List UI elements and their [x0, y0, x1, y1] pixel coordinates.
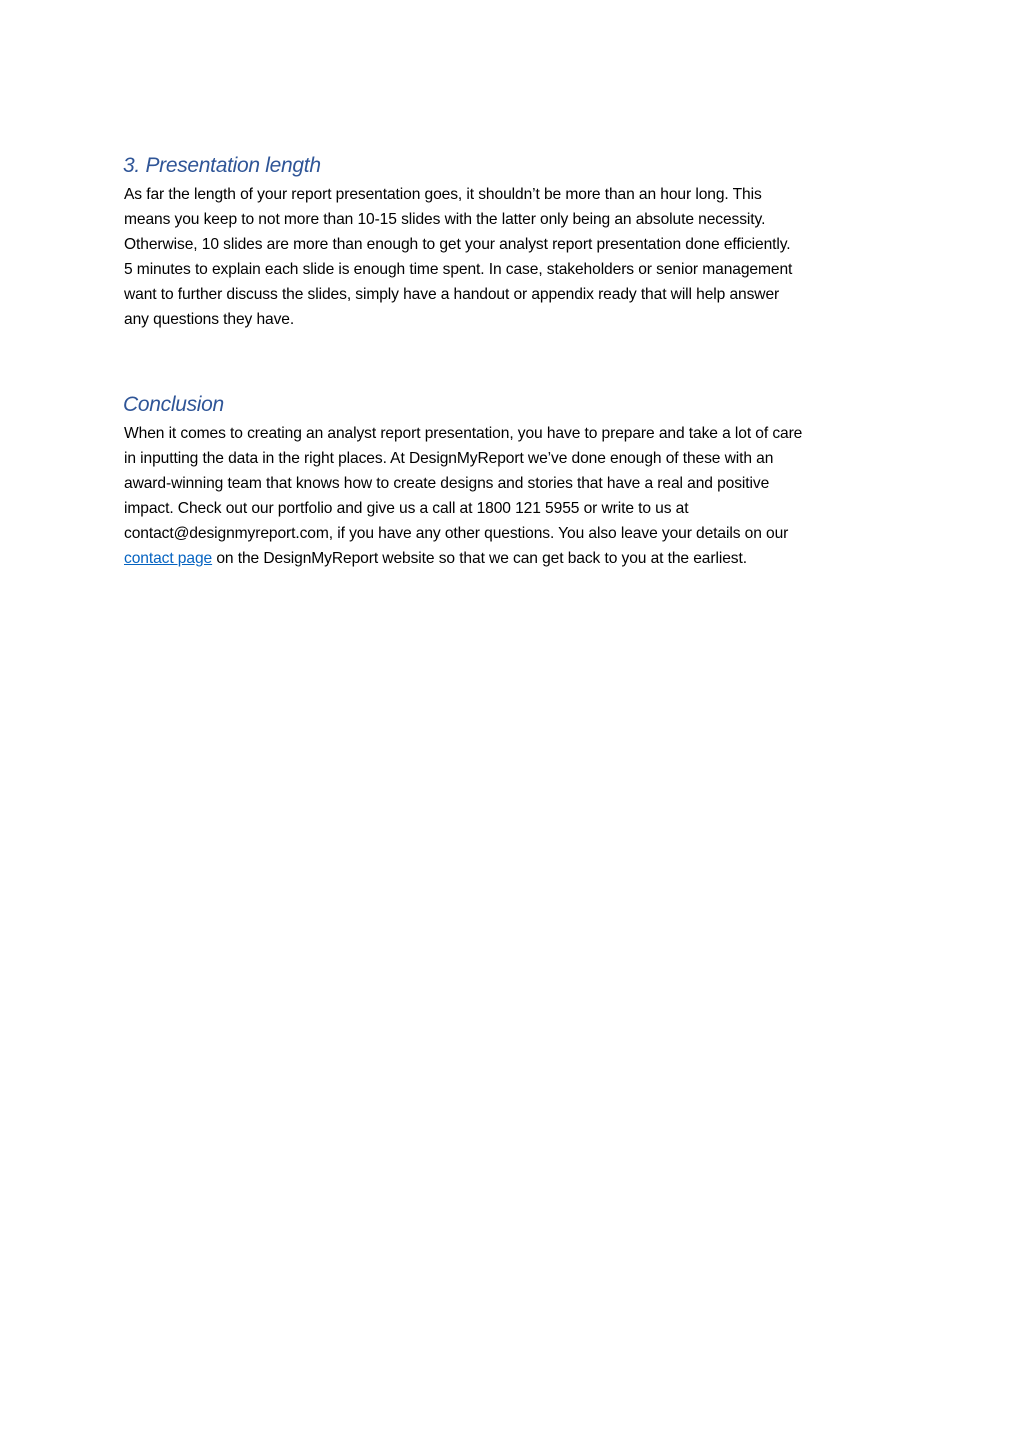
- text-line: award-winning team that knows how to create designs and stories that have a real and positive: [124, 475, 770, 492]
- text-line: 5 minutes to explain each slide is enough time spent. In case, stakeholders or senior management: [124, 261, 793, 278]
- text-line: contact@designmyreport.com, if you have any other questions. You also leave your details on our: [124, 525, 789, 542]
- section-heading: 3. Presentation length: [123, 154, 321, 177]
- text-line: Otherwise, 10 slides are more than enough to get your analyst report presentation done efficiently.: [124, 236, 791, 253]
- section-heading: Conclusion: [123, 393, 224, 416]
- section-paragraph: [124, 421, 904, 571]
- contact-page-link[interactable]: contact page: [124, 550, 213, 567]
- section-conclusion: [124, 389, 904, 571]
- text-line: impact. Check out our portfolio and give us a call at 1800 121 5955 or write to us at: [124, 500, 689, 517]
- document-page: [124, 150, 904, 571]
- text-line: on the DesignMyReport website so that we can get back to you at the earliest.: [212, 550, 747, 567]
- text-line: any questions they have.: [124, 311, 295, 328]
- text-line: When it comes to creating an analyst report presentation, you have to prepare and take a lot of care: [124, 425, 803, 442]
- text-line: want to further discuss the slides, simply have a handout or appendix ready that will help answer: [124, 286, 780, 303]
- section-presentation-length: [124, 150, 904, 332]
- text-line: As far the length of your report presentation goes, it shouldn’t be more than an hour long. This: [124, 186, 762, 203]
- section-paragraph: [124, 182, 904, 332]
- text-line: in inputting the data in the right places. At DesignMyReport we’ve done enough of these with an: [124, 450, 774, 467]
- text-line: means you keep to not more than 10-15 slides with the latter only being an absolute necessity.: [124, 211, 766, 228]
